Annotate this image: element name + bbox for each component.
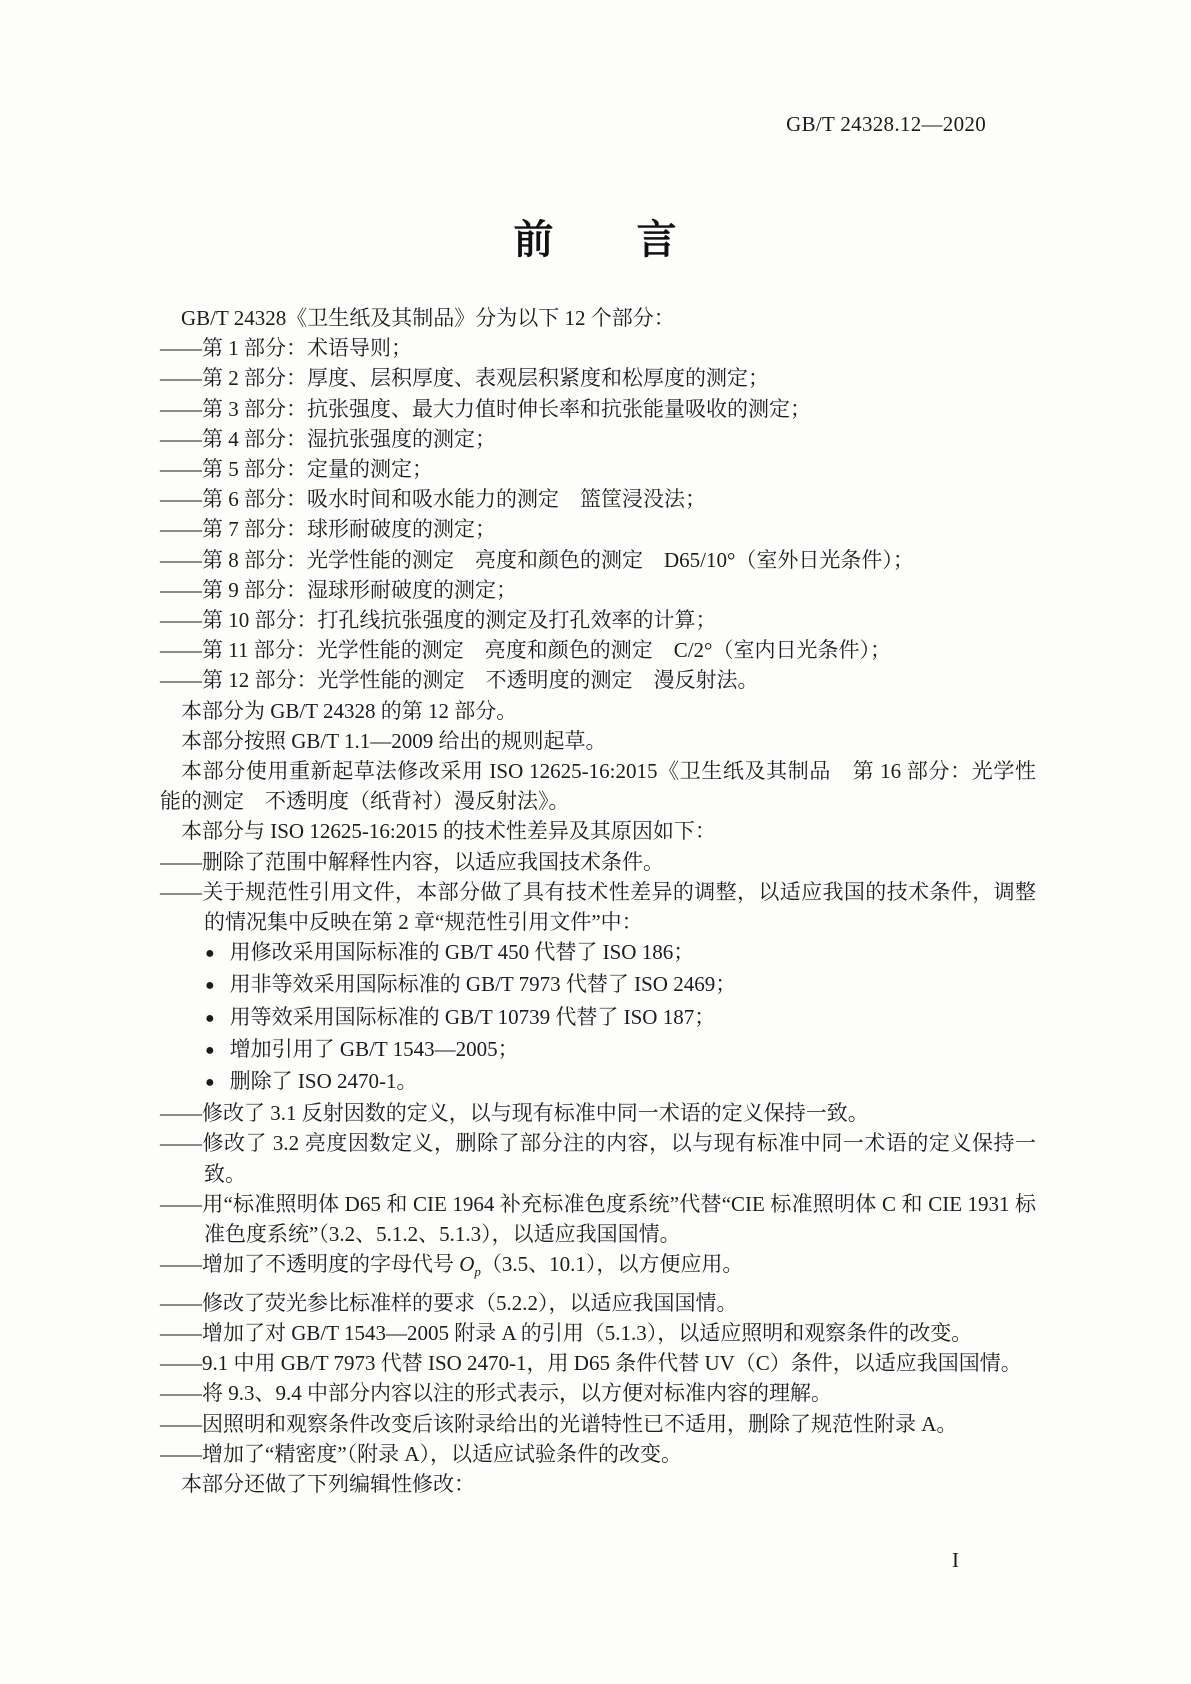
paragraph: 本部分为 GB/T 24328 的第 12 部分。	[181, 698, 518, 723]
list-item-dash	[160, 1249, 1036, 1287]
paragraph: 本部分还做了下列编辑性修改：	[181, 1471, 475, 1496]
paragraph: 本部分按照 GB/T 1.1—2009 给出的规则起草。	[181, 728, 607, 753]
list-item-dash: ——第 2 部分：厚度、层积厚度、表观层积紧度和松厚度的测定；	[160, 366, 769, 391]
list-item-dash: ——9.1 中用 GB/T 7973 代替 ISO 2470-1，用 D65 条件代替 UV（C）条件，以适应我国国情。	[160, 1351, 1022, 1376]
list-item-dash: ——增加了“精密度”（附录 A），以适应试验条件的改变。	[160, 1441, 683, 1466]
list-item-dash: ——第 12 部分：光学性能的测定 不透明度的测定 漫反射法。	[160, 668, 759, 693]
list-item-text: ——增加了不透明度的字母代号	[160, 1252, 460, 1277]
list-item-bullet	[160, 937, 1036, 969]
list-item-text: 用修改采用国际标准的 GB/T 450 代替了 ISO 186；	[229, 940, 695, 965]
list-item-text: 增加引用了 GB/T 1543—2005；	[229, 1036, 519, 1061]
list-item-dash: ——增加了对 GB/T 1543—2005 附录 A 的引用（5.1.3），以适应照明和观察条件的改变。	[160, 1320, 973, 1345]
doc-number: GB/T 24328.12—2020	[786, 112, 986, 136]
bullet-icon: ●	[205, 1009, 215, 1027]
paragraph: 本部分使用重新起草法修改采用 ISO 12625-16:2015《卫生纸及其制品 第 16 部分：光学性能的测定 不透明度（纸背衬）漫反射法》。	[160, 759, 1036, 814]
foreword-body	[160, 303, 1036, 1499]
bullet-icon: ●	[205, 945, 215, 963]
list-item-bullet	[160, 1034, 1036, 1066]
list-item-dash: ——第 7 部分：球形耐破度的测定；	[160, 517, 496, 542]
page-title: 前 言	[513, 217, 678, 262]
list-item-dash: ——第 10 部分：打孔线抗张强度的测定及打孔效率的计算；	[160, 608, 717, 633]
paragraph: GB/T 24328《卫生纸及其制品》分为以下 12 个部分：	[181, 306, 675, 330]
list-item-dash: ——用“标准照明体 D65 和 CIE 1964 补充标准色度系统”代替“CIE 标准照明体 C 和 CIE 1931 标准色度系统”（3.2、5.1.2、5.1.3），以适应我国国情。	[160, 1191, 1036, 1247]
list-item-bullet	[160, 1002, 1036, 1034]
list-item-bullet	[160, 1066, 1036, 1098]
list-item-dash: ——删除了范围中解释性内容，以适应我国技术条件。	[160, 849, 664, 874]
page-number: I	[952, 1548, 959, 1572]
bullet-icon: ●	[205, 1041, 215, 1059]
list-item-text: （3.5、10.1），以方便应用。	[480, 1252, 744, 1277]
list-item-dash: ——因照明和观察条件改变后该附录给出的光谱特性已不适用，删除了规范性附录 A。	[160, 1411, 958, 1436]
list-item-dash: ——修改了荧光参比标准样的要求（5.2.2），以适应我国国情。	[160, 1290, 738, 1315]
paragraph: 本部分与 ISO 12625-16:2015 的技术性差异及其原因如下：	[181, 819, 716, 844]
list-item-dash: ——第 9 部分：湿球形耐破度的测定；	[160, 577, 517, 602]
list-item-text: 删除了 ISO 2470-1。	[229, 1069, 418, 1094]
list-item-bullet	[160, 969, 1036, 1001]
list-item-dash: ——修改了 3.2 亮度因数定义，删除了部分注的内容，以与现有标准中同一术语的定义保持一致。	[160, 1131, 1036, 1186]
list-item-dash: ——第 11 部分：光学性能的测定 亮度和颜色的测定 C/2°（室内日光条件）；	[160, 638, 891, 663]
opacity-symbol: $O_p$	[459, 1252, 481, 1280]
list-item-text: 用非等效采用国际标准的 GB/T 7973 代替了 ISO 2469；	[229, 972, 737, 997]
list-item-dash: ——第 8 部分：光学性能的测定 亮度和颜色的测定 D65/10°（室外日光条件）；	[160, 547, 914, 572]
list-item-dash: ——关于规范性引用文件，本部分做了具有技术性差异的调整，以适应我国的技术条件，调整的情况集中反映在第 2 章“规范性引用文件”中：	[160, 879, 1036, 935]
list-item-dash: ——第 6 部分：吸水时间和吸水能力的测定 篮筐浸没法；	[160, 487, 706, 512]
bullet-icon: ●	[205, 977, 215, 995]
list-item-dash: ——第 3 部分：抗张强度、最大力值时伸长率和抗张能量吸收的测定；	[160, 396, 811, 421]
list-item-dash: ——第 5 部分：定量的测定；	[160, 457, 433, 482]
list-item-dash: ——第 4 部分：湿抗张强度的测定；	[160, 426, 496, 451]
list-item-dash: ——将 9.3、9.4 中部分内容以注的形式表示，以方便对标准内容的理解。	[160, 1381, 832, 1406]
bullet-icon: ●	[205, 1074, 215, 1092]
list-item-dash: ——第 1 部分：术语导则；	[160, 336, 412, 361]
list-item-dash: ——修改了 3.1 反射因数的定义，以与现有标准中同一术语的定义保持一致。	[160, 1101, 869, 1126]
list-item-text: 用等效采用国际标准的 GB/T 10739 代替了 ISO 187；	[229, 1004, 716, 1029]
